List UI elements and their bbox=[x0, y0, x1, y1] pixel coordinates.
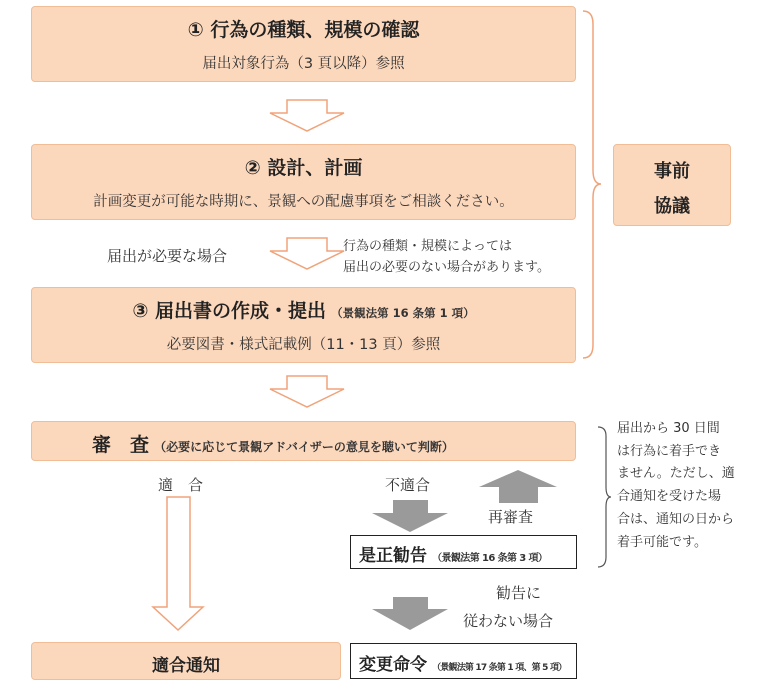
step3-law: （景観法第 16 条第 1 項） bbox=[331, 306, 475, 320]
notice-title: 適合通知 bbox=[152, 656, 220, 676]
step2-title: ② 設計、計画 bbox=[244, 157, 363, 179]
review-row bbox=[92, 430, 454, 457]
step3-sub: 必要図書・様式記載例（11・13 頁）参照 bbox=[166, 337, 441, 353]
review-desc: （必要に応じて景観アドバイザーの意見を聴いて判断） bbox=[154, 440, 454, 454]
review-box bbox=[31, 421, 576, 461]
step1-box bbox=[31, 6, 576, 82]
notice-box bbox=[31, 642, 341, 680]
step3-title: ③ 届出書の作成・提出 bbox=[132, 300, 327, 322]
step3-title-row bbox=[32, 296, 575, 323]
step1-sub: 届出対象行為（3 頁以降）参照 bbox=[202, 56, 405, 72]
order-row bbox=[359, 650, 566, 675]
review-title: 審 査 bbox=[92, 434, 150, 456]
side-note bbox=[617, 418, 735, 554]
step2-sub: 計画変更が可能な時期に、景観への配慮事項をご相談ください。 bbox=[93, 194, 514, 210]
order-box bbox=[350, 643, 577, 679]
prior-consultation-box bbox=[613, 144, 731, 226]
not-follow-line1: 勧告に bbox=[496, 584, 542, 602]
step1-title: ① 行為の種類、規模の確認 bbox=[187, 19, 420, 41]
not-required-line2: 届出の必要のない場合があります。 bbox=[343, 260, 550, 275]
noncompliant-label: 不適合 bbox=[385, 476, 431, 494]
side-note-brace bbox=[598, 427, 611, 567]
arrow-step3-to-review bbox=[270, 376, 344, 407]
arrow-recommend-to-order bbox=[372, 597, 448, 630]
arrow-rereview bbox=[479, 470, 557, 503]
order-law: （景観法第 17 条第 1 項、第 5 項） bbox=[432, 663, 567, 673]
prior-line1: 事前 bbox=[654, 161, 690, 182]
not-follow-line2: 従わない場合 bbox=[463, 612, 554, 630]
not-required-line1: 行為の種類・規模によっては bbox=[343, 239, 513, 254]
side-note-line: 届出から 30 日間 bbox=[617, 421, 720, 436]
arrow-step2-to-step3 bbox=[270, 238, 344, 269]
required-label: 届出が必要な場合 bbox=[107, 247, 228, 265]
recommend-title: 是正勧告 bbox=[359, 546, 427, 566]
arrow-step1-to-step2 bbox=[270, 100, 344, 131]
side-note-line: 合は、通知の日から bbox=[617, 511, 735, 527]
arrow-review-to-notice bbox=[153, 497, 203, 630]
recommend-row bbox=[359, 541, 547, 566]
recommend-law: （景観法第 16 条第 3 項） bbox=[432, 553, 548, 564]
prior-line2: 協議 bbox=[654, 196, 690, 217]
arrow-noncompliant bbox=[372, 500, 448, 532]
side-note-line: 合通知を受けた場 bbox=[617, 489, 722, 505]
recommend-box bbox=[350, 535, 577, 569]
side-note-line: ません。ただし、適 bbox=[617, 466, 735, 482]
step3-box bbox=[31, 287, 576, 363]
prior-consultation-brace bbox=[583, 11, 601, 358]
rereview-label: 再審査 bbox=[488, 508, 534, 526]
side-note-line: 着手可能です。 bbox=[617, 534, 707, 550]
side-note-line: は行為に着手でき bbox=[617, 443, 722, 459]
step2-box bbox=[31, 144, 576, 220]
order-title: 変更命令 bbox=[359, 655, 427, 675]
compliant-label: 適 合 bbox=[158, 476, 204, 494]
